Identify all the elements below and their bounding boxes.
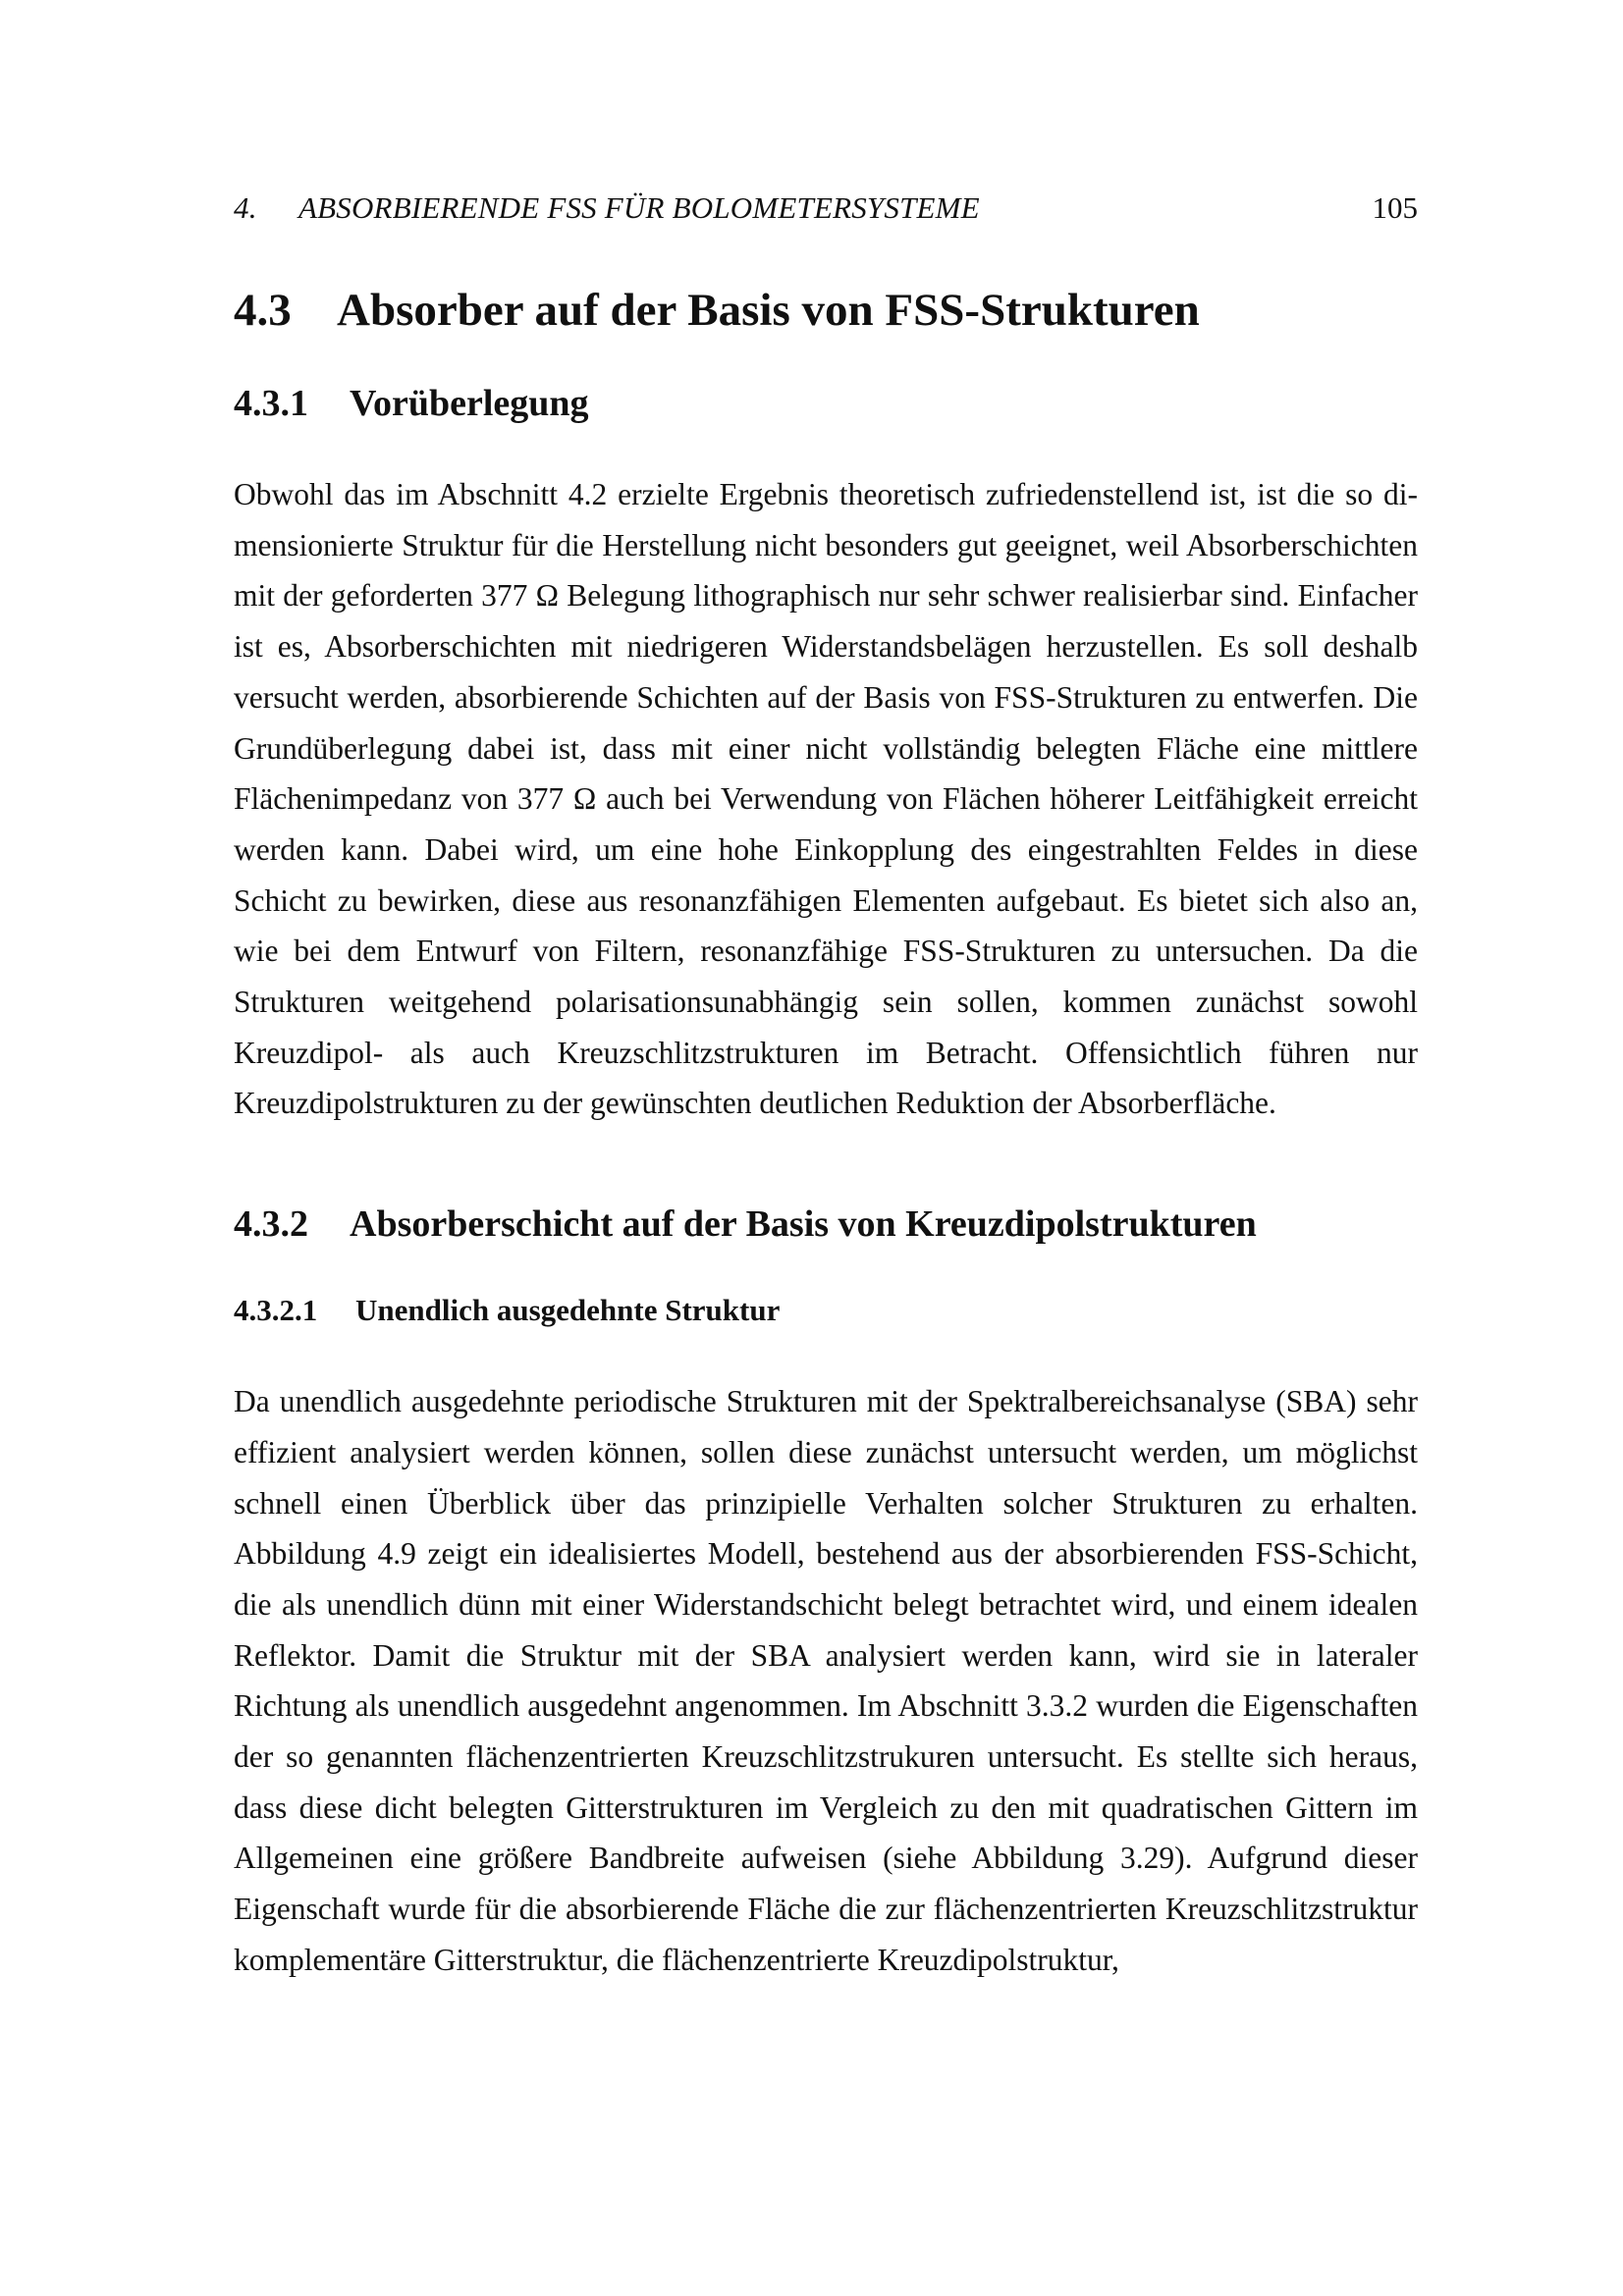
page-number: 105 [1372, 190, 1418, 225]
subsection-heading-vorueberlegung [234, 377, 1418, 430]
section-number: 4.3 [234, 285, 292, 336]
subsection-title: Vorüberlegung [350, 383, 589, 424]
running-header-chapter [234, 187, 980, 230]
chapter-number: 4. [234, 190, 257, 225]
paragraph-vorueberlegung: Obwohl das im Abschnitt 4.2 erzielte Ergebnis theoretisch zufriedenstellend ist, ist die so dimensionierte Struktur für die Herstellung nicht besonders gut geeignet, weil Absorberschichten mit der geforderten 377 Ω Belegung lithographisch nur sehr schwer realisierbar sind. Einfacher ist es, Absorberschichten mit niedrigeren Widerstandsbelägen herzustellen. Es soll deshalb versucht werden, absorbierende Schichten auf der Basis von FSS-Strukturen zu entwerfen. Die Grundüberlegung dabei ist, dass mit einer nicht vollständig belegten Fläche eine mittlere Flächenimpedanz von 377 Ω auch bei Verwendung von Flächen höherer Leitfähigkeit erreicht werden kann. Dabei wird, um eine hohe Einkopplung des eingestrahlten Feldes in diese Schicht zu bewirken, diese aus resonanzfähigen Elementen aufgebaut. Es bietet sich also an, wie bei dem Entwurf von Filtern, resonanzfähige FSS-Strukturen zu untersuchen. Da die Strukturen weitgehend polarisationsunabhängig sein sollen, kommen zunächst sowohl Kreuzdipol- als auch Kreuzschlitzstrukturen im Betracht. Offensichtlich führen nur Kreuzdipolstrukturen zu der gewünschten deutlichen Reduktion der Absorberfläche. [234, 477, 1418, 1121]
section-title: Absorber auf der Basis von FSS-Strukturen [337, 285, 1200, 336]
running-header [234, 187, 1418, 230]
page-content [234, 275, 1418, 1986]
subsection-number: 4.3.1 [234, 383, 308, 424]
chapter-title: ABSORBIERENDE FSS FÜR BOLOMETERSYSTEME [298, 190, 980, 225]
subsection-title: Absorberschicht auf der Basis von Kreuzdipolstrukturen [350, 1203, 1257, 1246]
subsection-heading-kreuzdipol [234, 1198, 1418, 1251]
section-heading [234, 275, 1418, 346]
subsubsection-title: Unendlich ausgedehnte Struktur [355, 1293, 781, 1328]
subsubsection-number: 4.3.2.1 [234, 1293, 318, 1328]
paragraph-unendlich: Da unendlich ausgedehnte periodische Strukturen mit der Spektralbereichsanalyse (SBA) sehr effizient analysiert werden können, sollen diese zunächst untersucht werden, um möglichst schnell einen Überblick über das prinzipielle Verhalten solcher Strukturen zu erhalten. Abbildung 4.9 zeigt ein idealisiertes Modell, bestehend aus der absorbierenden FSS-Schicht, die als unendlich dünn mit einer Widerstandschicht belegt betrachtet wird, und einem idealen Reflektor. Damit die Struktur mit der SBA analysiert werden kann, wird sie in lateraler Richtung als unendlich ausgedehnt angenommen. Im Abschnitt 3.3.2 wurden die Eigenschaften der so genannten flächenzentrierten Kreuzschlitzstrukuren untersucht. Es stellte sich heraus, dass diese dicht belegten Gitterstrukturen im Vergleich zu den mit quadratischen Gittern im Allgemeinen eine größere Bandbreite aufweisen (siehe Abbildung 3.29). Aufgrund dieser Eigenschaft wurde für die absorbierende Fläche die zur flächenzentrierten Kreuzschlitzstruktur komplementäre Gitterstruktur, die flächenzentrierte Kreuzdipolstruktur, [234, 1384, 1418, 1977]
subsection-number: 4.3.2 [234, 1203, 308, 1246]
subsubsection-heading-unendlich [234, 1288, 1418, 1333]
